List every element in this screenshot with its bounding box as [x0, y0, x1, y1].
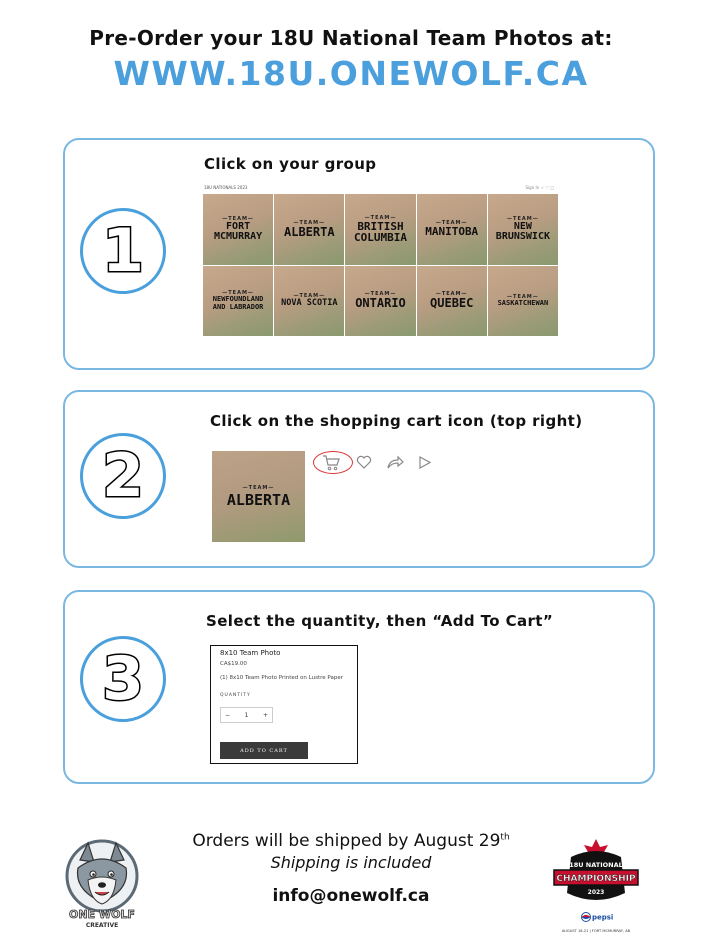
team-tile-british-columbia[interactable] [345, 194, 415, 265]
team-prefix: —TEAM— [364, 291, 397, 298]
step-3-circle [80, 636, 166, 722]
team-tile-manitoba[interactable] [417, 194, 487, 265]
onewolf-logo [60, 838, 144, 930]
team-tile-fort-mcmurray[interactable] [203, 194, 273, 265]
team-tile-quebec[interactable] [417, 266, 487, 337]
play-icon[interactable] [418, 455, 432, 470]
team-tile-newfoundland-labrador[interactable] [203, 266, 273, 337]
pepsi-text: pepsi [592, 913, 614, 922]
alberta-product-photo [212, 451, 305, 542]
shipping-text: Orders will be shipped by August 29 [192, 831, 501, 851]
championship-logo [551, 835, 641, 935]
championship-year-text: 2023 [587, 889, 605, 896]
step-2-circle [80, 433, 166, 519]
product-description: (1) 8x10 Team Photo Printed on Lustre Paper [220, 675, 343, 681]
site-menu: Sign In ☆ ♡ ▢ [525, 185, 554, 190]
shopping-cart-icon[interactable] [322, 454, 342, 472]
team-prefix: —TEAM— [222, 290, 254, 297]
team-grid [203, 194, 558, 336]
team-name: NOVA SCOTIA [281, 298, 338, 309]
team-tile-new-brunswick[interactable] [488, 194, 558, 265]
team-name: ONTARIO [355, 296, 406, 311]
add-to-cart-button[interactable]: ADD TO CART [220, 742, 308, 759]
quantity-label: QUANTITY [220, 693, 251, 698]
quantity-value[interactable]: 1 [244, 711, 249, 719]
step-2-title: Click on the shopping cart icon (top right) [210, 412, 583, 430]
team-name: SASKATCHEWAN [497, 299, 549, 308]
heart-icon[interactable] [356, 455, 372, 470]
contact-email[interactable]: info@onewolf.ca [272, 886, 430, 906]
step-1-number: 1 [102, 216, 144, 286]
team-tile-saskatchewan[interactable] [488, 266, 558, 337]
team-tile-ontario[interactable] [345, 266, 415, 337]
team-tile-nova-scotia[interactable] [274, 266, 344, 337]
team-name: BRITISH COLUMBIA [354, 219, 407, 245]
team-prefix: —TEAM— [222, 215, 254, 222]
team-name: MANITOBA [425, 225, 479, 239]
quantity-decrease-button[interactable]: − [225, 711, 231, 719]
step-1-title: Click on your group [204, 155, 377, 173]
quantity-increase-button[interactable]: + [262, 711, 268, 719]
team-prefix: —TEAM— [364, 214, 397, 221]
product-card [210, 645, 358, 764]
shipping-sup: th [500, 832, 510, 843]
team-name: NEW BRUNSWICK [495, 220, 550, 243]
championship-main-text: CHAMPIONSHIP [556, 874, 636, 884]
site-header-preview [203, 183, 558, 194]
site-brand: 18U NATIONALS 2023 [204, 185, 248, 190]
championship-top-text: 18U NATIONAL [569, 861, 623, 869]
step-3-number: 3 [102, 644, 144, 714]
team-prefix: —TEAM— [293, 219, 326, 226]
team-name: ALBERTA [284, 224, 335, 239]
team-prefix: —TEAM— [435, 291, 468, 298]
team-name: QUEBEC [430, 296, 474, 311]
share-icon[interactable] [386, 455, 404, 470]
product-price: CA$19.00 [220, 661, 247, 667]
headline: Pre-Order your 18U National Team Photos at: [89, 26, 613, 50]
team-name: NEWFOUNDLAND AND LABRADOR [212, 295, 264, 311]
onewolf-logo-subtext: CREATIVE [85, 922, 119, 929]
team-prefix: —TEAM— [293, 293, 326, 300]
onewolf-logo-text: ONE WOLF [69, 908, 135, 921]
step-3-title: Select the quantity, then “Add To Cart” [206, 612, 554, 630]
team-prefix: —TEAM— [435, 220, 468, 227]
team-name: ALBERTA [226, 490, 291, 509]
team-prefix: —TEAM— [507, 294, 539, 301]
quantity-stepper[interactable] [220, 707, 273, 723]
championship-footer-text: AUGUST 16-21 | FORT MCMURRAY, AB [561, 929, 631, 933]
step-1-circle [80, 208, 166, 294]
shipping-included: Shipping is included [270, 853, 432, 872]
team-tile-alberta[interactable] [274, 194, 344, 265]
team-name: FORT MCMURRAY [214, 220, 263, 243]
team-prefix: —TEAM— [242, 484, 275, 491]
product-title: 8x10 Team Photo [220, 649, 281, 657]
team-prefix: —TEAM— [507, 215, 539, 222]
step-2-number: 2 [102, 441, 144, 511]
preorder-url[interactable]: WWW.18U.ONEWOLF.CA [113, 54, 589, 93]
